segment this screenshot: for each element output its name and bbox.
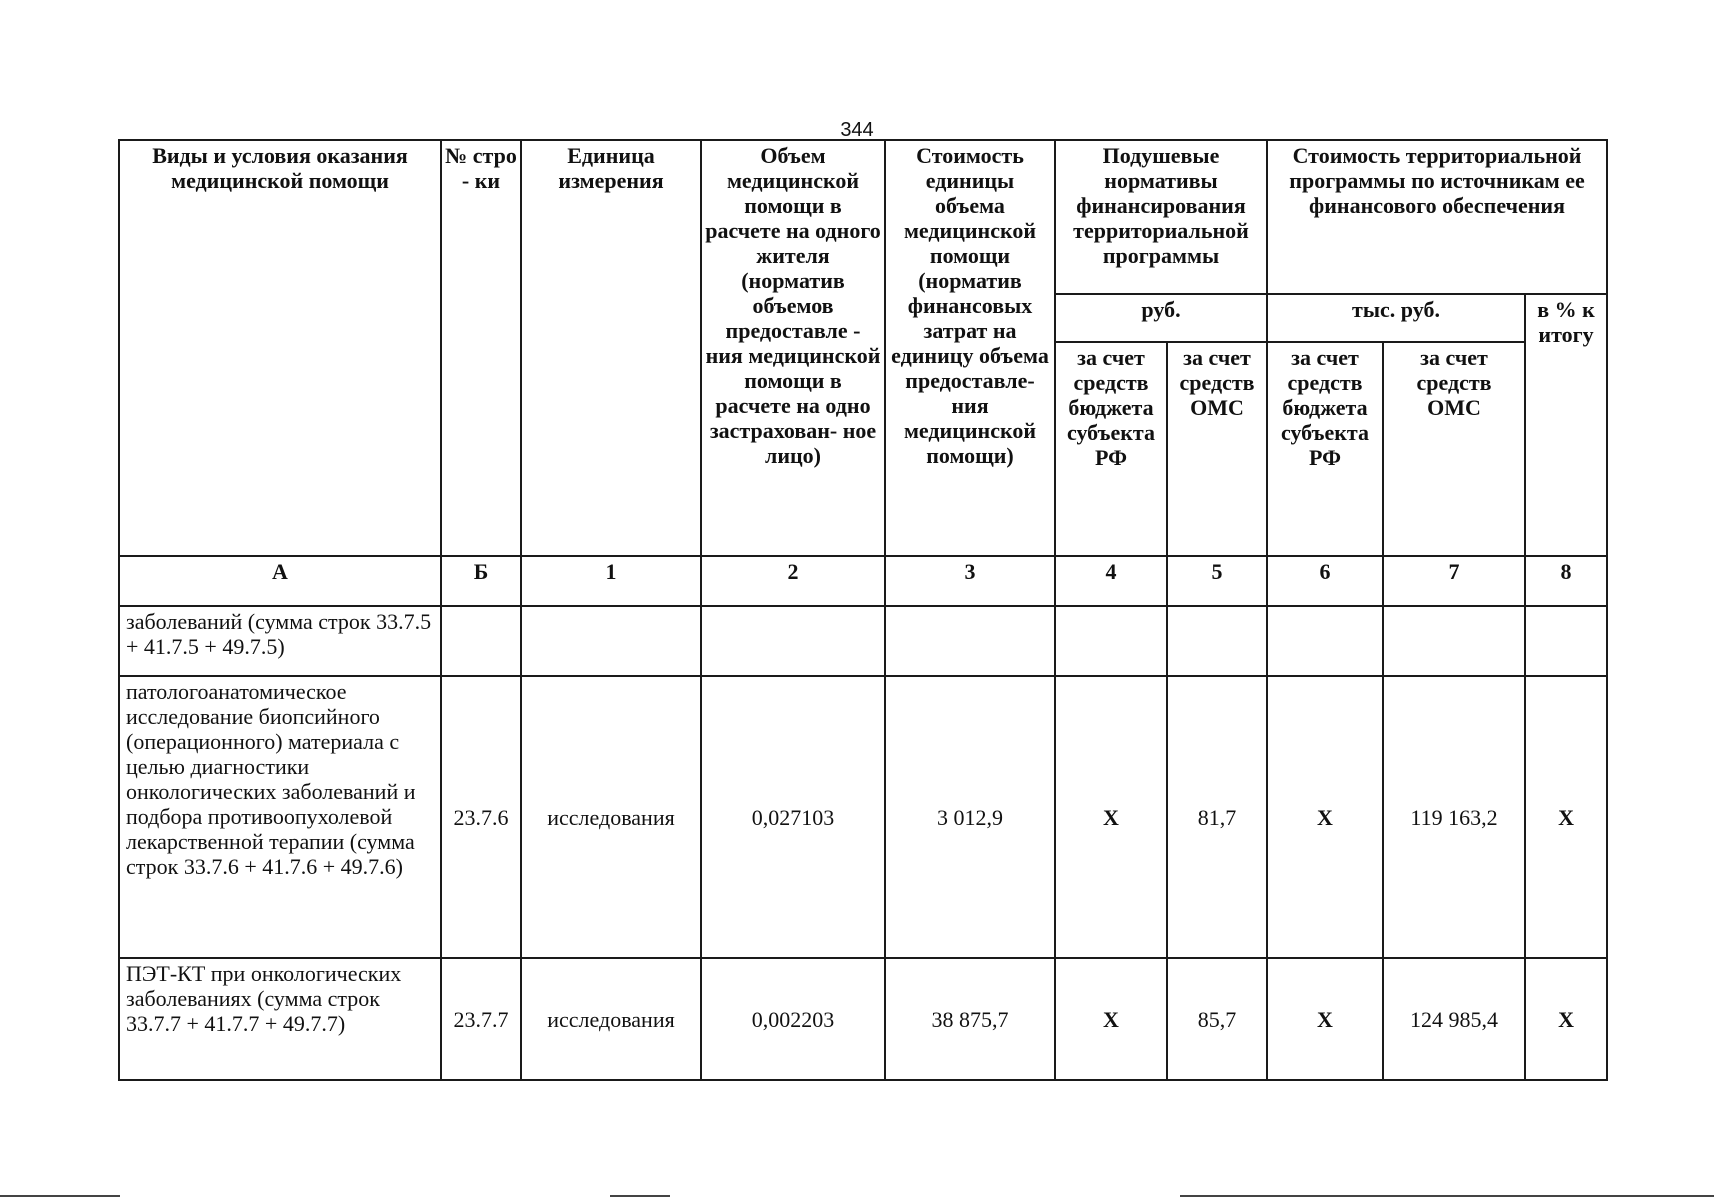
header-per-capita-budget: за счет средств бюджета субъекта РФ xyxy=(1055,342,1167,556)
unit-cost-cell: 3 012,9 xyxy=(885,676,1055,958)
column-index-row xyxy=(119,556,1607,606)
volume-cell: 0,027103 xyxy=(701,676,885,958)
per-capita-budget-cell: X xyxy=(1055,958,1167,1080)
table-row xyxy=(119,606,1607,676)
table-row xyxy=(119,676,1607,958)
cost-budget-cell xyxy=(1267,606,1383,676)
unit-cell xyxy=(521,606,701,676)
index-cell: Б xyxy=(441,556,521,606)
header-per-capita-group: Подушевые нормативы финансирования территориальной программы xyxy=(1055,140,1267,294)
volume-cell xyxy=(701,606,885,676)
percent-cell xyxy=(1525,606,1607,676)
header-unit: Единица измерения xyxy=(521,140,701,556)
index-cell: 8 xyxy=(1525,556,1607,606)
cost-budget-cell: X xyxy=(1267,958,1383,1080)
table-row xyxy=(119,958,1607,1080)
header-unit-rub: руб. xyxy=(1055,294,1267,342)
cost-budget-cell: X xyxy=(1267,676,1383,958)
index-cell: 3 xyxy=(885,556,1055,606)
index-cell: 2 xyxy=(701,556,885,606)
header-unit-cost: Стоимость единицы объема медицинской помощи (норматив финансовых затрат на единицу объема предоставле- ния медицинской помощи) xyxy=(885,140,1055,556)
header-percent-total: в % к итогу xyxy=(1525,294,1607,556)
cost-oms-cell xyxy=(1383,606,1525,676)
scan-edge-line-left xyxy=(0,1195,120,1197)
unit-cell: исследования xyxy=(521,676,701,958)
per-capita-oms-cell: 85,7 xyxy=(1167,958,1267,1080)
line-number-cell: 23.7.6 xyxy=(441,676,521,958)
percent-cell: X xyxy=(1525,958,1607,1080)
header-cost-oms: за счет средств ОМС xyxy=(1383,342,1525,556)
volume-cell: 0,002203 xyxy=(701,958,885,1080)
header-program-cost-group: Стоимость территориальной программы по источникам ее финансового обеспечения xyxy=(1267,140,1607,294)
header-care-type: Виды и условия оказания медицинской помощи xyxy=(119,140,441,556)
cost-oms-cell: 119 163,2 xyxy=(1383,676,1525,958)
cost-oms-cell: 124 985,4 xyxy=(1383,958,1525,1080)
index-cell: А xyxy=(119,556,441,606)
header-per-capita-oms: за счет средств ОМС xyxy=(1167,342,1267,556)
care-type-cell: ПЭТ-КТ при онкологических заболеваниях (сумма строк 33.7.7 + 41.7.7 + 49.7.7) xyxy=(119,958,441,1080)
index-cell: 4 xyxy=(1055,556,1167,606)
medical-care-cost-table xyxy=(118,139,1608,1081)
line-number-cell: 23.7.7 xyxy=(441,958,521,1080)
index-cell: 5 xyxy=(1167,556,1267,606)
scan-edge-line-center xyxy=(610,1195,670,1197)
line-number-cell xyxy=(441,606,521,676)
care-type-cell: заболеваний (сумма строк 33.7.5 + 41.7.5 + 49.7.5) xyxy=(119,606,441,676)
unit-cost-cell xyxy=(885,606,1055,676)
header-line-number: № стро - ки xyxy=(441,140,521,556)
index-cell: 6 xyxy=(1267,556,1383,606)
percent-cell: X xyxy=(1525,676,1607,958)
unit-cost-cell: 38 875,7 xyxy=(885,958,1055,1080)
per-capita-budget-cell xyxy=(1055,606,1167,676)
per-capita-oms-cell xyxy=(1167,606,1267,676)
care-type-cell: патологоанатомическое исследование биопсийного (операционного) материала с целью диагностики онкологических заболеваний и подбора противоопухолевой лекарственной терапии (сумма строк 33.7.6 + 41.7.6 + 49.7.6) xyxy=(119,676,441,958)
page-number: 344 xyxy=(840,119,874,141)
index-cell: 1 xyxy=(521,556,701,606)
per-capita-oms-cell: 81,7 xyxy=(1167,676,1267,958)
scan-edge-line-right xyxy=(1180,1195,1714,1197)
header-cost-budget: за счет средств бюджета субъекта РФ xyxy=(1267,342,1383,556)
unit-cell: исследования xyxy=(521,958,701,1080)
header-unit-thousand-rub: тыс. руб. xyxy=(1267,294,1525,342)
header-volume: Объем медицинской помощи в расчете на одного жителя (норматив объемов предоставле - ния медицинской помощи в расчете на одно застрахован- ное лицо) xyxy=(701,140,885,556)
index-cell: 7 xyxy=(1383,556,1525,606)
per-capita-budget-cell: X xyxy=(1055,676,1167,958)
